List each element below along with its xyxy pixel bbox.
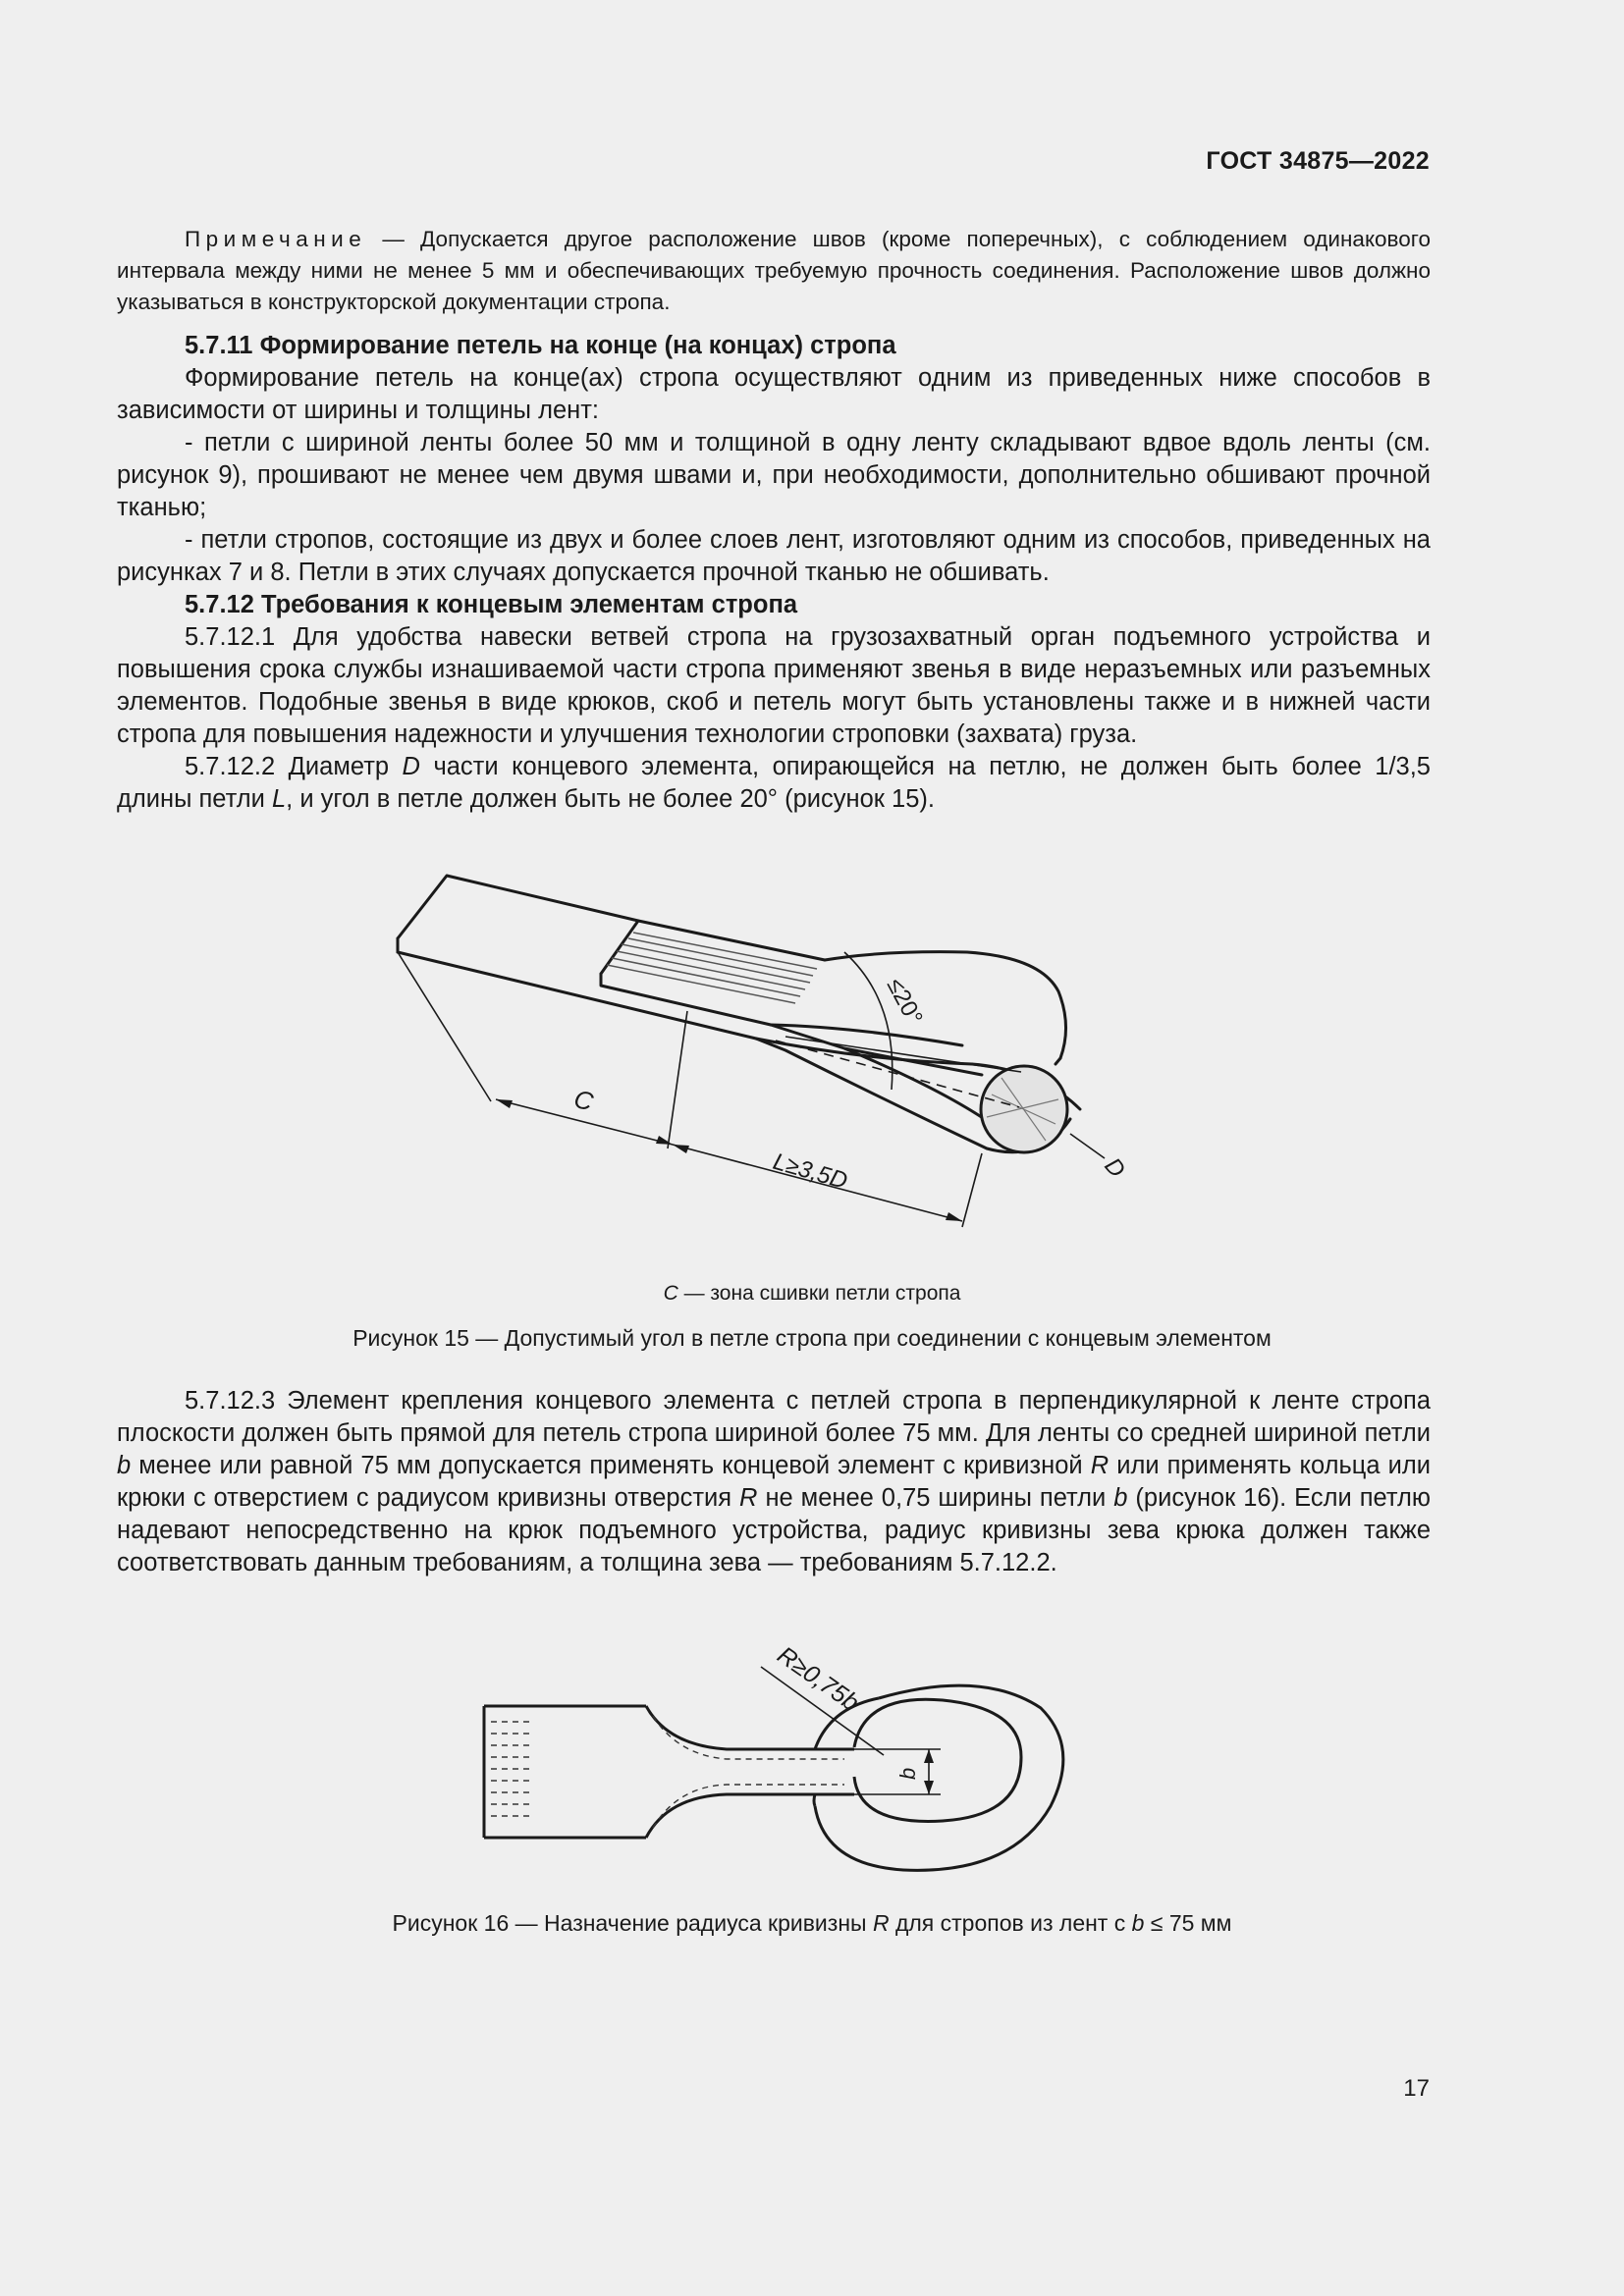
b-label: b bbox=[895, 1767, 920, 1780]
r-label: R≥0,75b bbox=[772, 1640, 864, 1718]
list-item: - петли стропов, состоящие из двух и более слоев лент, изготовляют одним из способов, приведенных на рисунках 7 и 8. Петли в этих случаях допускается прочной тканью не обшивать. bbox=[117, 526, 1431, 586]
figure-16-caption: Рисунок 16 — Назначение радиуса кривизны R для стропов из лент с b ≤ 75 мм bbox=[392, 1910, 1232, 1936]
note-block bbox=[117, 224, 1431, 318]
note-text: — Допускается другое расположение швов (кроме поперечных), с соблюдением одинакового интервала между ними не менее 5 мм и обеспечивающих требуемую прочность соединения. Расположение швов должно указываться в конструкторской документации стропа. bbox=[117, 227, 1431, 314]
section-body bbox=[117, 330, 1431, 816]
section-heading-5-7-12: 5.7.12 Требования к концевым элементам стропа bbox=[185, 591, 798, 618]
section-heading-5-7-11: 5.7.11 Формирование петель на конце (на концах) стропа bbox=[185, 332, 896, 359]
paragraph-5-7-12-2: 5.7.12.2 Диаметр D части концевого элемента, опирающейся на петлю, не должен быть более 1/3,5 длины петли L, и угол в петле должен быть не более 20° (рисунок 15). bbox=[117, 753, 1431, 813]
d-label: D bbox=[1099, 1152, 1131, 1184]
figure-15-caption: Рисунок 15 — Допустимый угол в петле стропа при соединении с концевым элементом bbox=[352, 1325, 1272, 1351]
sling-loop-drawing bbox=[0, 854, 1624, 1315]
figure-16 bbox=[0, 1639, 1624, 1924]
l-label: L≥3,5D bbox=[770, 1148, 851, 1196]
figure-15-legend: C — зона сшивки петли стропа bbox=[663, 1282, 961, 1305]
c-label: C bbox=[570, 1083, 597, 1117]
paragraph-5-7-12-3: 5.7.12.3 Элемент крепления концевого элемента с петлей стропа в перпендикулярной к ленте стропа плоскости должен быть прямой для петель стропа шириной более 75 мм. Для ленты со средней шириной петли b менее или равной 75 мм допускается применять концевой элемент с кривизной R или применять кольца или крюки с отверстием с радиусом кривизны отверстия R не менее 0,75 ширины петли b (рисунок 16). Если петлю надевают непосредственно на крюк подъемного устройства, радиус кривизны зева крюка должен также соответствовать данным требованиям, а толщина зева — требованиям 5.7.12.2. bbox=[117, 1387, 1431, 1576]
paragraph-5-7-12-1: 5.7.12.1 Для удобства навески ветвей стропа на грузозахватный орган подъемного устройства и повышения срока службы изнашиваемой части стропа применяют звенья в виде неразъемных или разъемных элементов. Подобные звенья в виде крюков, скоб и петель могут быть установлены также и в нижней части стропа для повышения надежности и улучшения технологии строповки (захвата) груза. bbox=[117, 623, 1431, 748]
figure-15 bbox=[0, 854, 1624, 1325]
loop-radius-drawing bbox=[0, 1639, 1624, 1895]
angle-label: ≤20° bbox=[881, 974, 928, 1030]
note-label: Примечание bbox=[185, 227, 367, 251]
list-item: - петли с шириной ленты более 50 мм и толщиной в одну ленту складывают вдвое вдоль ленты (см. рисунок 9), прошивают не менее чем двумя швами и, при необходимости, дополнительно обшивают прочной тканью; bbox=[117, 429, 1431, 521]
document-code: ГОСТ 34875—2022 bbox=[1206, 147, 1430, 175]
section-intro: Формирование петель на конце(ах) стропа осуществляют одним из приведенных ниже способов в зависимости от ширины и толщины лент: bbox=[117, 364, 1431, 424]
page-number: 17 bbox=[1403, 2075, 1430, 2102]
